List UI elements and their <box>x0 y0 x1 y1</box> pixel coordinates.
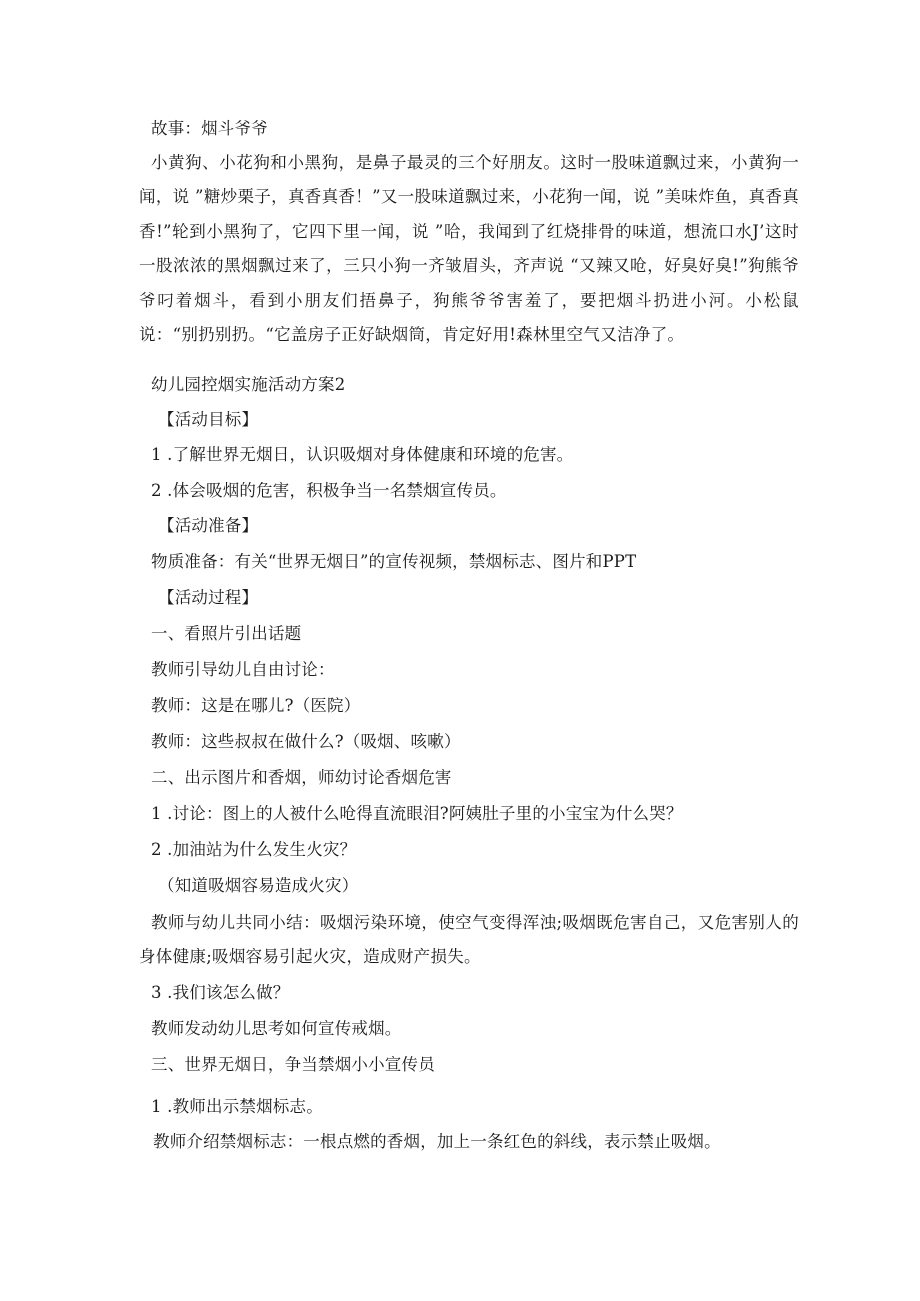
story-title: 故事：烟斗爷爷 <box>151 119 268 138</box>
goal-item-2: 2 .体会吸烟的危害，积极争当一名禁烟宣传员。 <box>151 481 507 500</box>
step2-note: （知道吸烟容易造成火灾） <box>158 876 359 895</box>
step2-line: 教师发动幼儿思考如何宣传戒烟。 <box>151 1019 402 1038</box>
step2-item-1: 1 .讨论：图上的人被什么呛得直流眼泪?阿姨肚子里的小宝宝为什么哭？ <box>151 804 683 823</box>
step3-title: 三、世界无烟日，争当禁烟小小宣传员 <box>151 1055 435 1074</box>
story-body: 小黄狗、小花狗和小黑狗，是鼻子最灵的三个好朋友。这时一股味道飘过来，小黄狗一闻，说 ”糖炒栗子，真香真香！”又一股味道飘过来，小花狗一闻，说 ”美味炸鱼，真香真香!”轮到小黑狗了，它四下里一闻，说 ”哈，我闻到了红烧排骨的味道，想流口水J’这时一股浓浓的黑烟飘过来了，三只小狗一齐皱眉头，齐声说 “又辣又呛，好臭好臭!”狗熊爷爷叼着烟斗，看到小朋友们捂鼻子，狗熊爷爷害羞了，要把烟斗扔进小河。小松鼠说：“别扔别扔。“它盖房子正好缺烟筒，肯定好用!森林里空气又洁净了。 <box>139 153 799 345</box>
step1-line-1: 教师引导幼儿自由讨论： <box>151 660 335 679</box>
goal-heading: 【活动目标】 <box>158 410 259 429</box>
plan-title: 幼儿园控烟实施活动方案2 <box>151 375 346 394</box>
process-heading: 【活动过程】 <box>158 588 259 607</box>
prep-text: 物质准备：有关“世界无烟日”的宣传视频，禁烟标志、图片和PPT <box>151 552 637 571</box>
step2-summary: 教师与幼儿共同小结：吸烟污染环境，使空气变得浑浊;吸烟既危害自己，又危害别人的身体健康;吸烟容易引起火灾，造成财产损失。 <box>139 913 799 966</box>
step3-line: 教师介绍禁烟标志：一根点燃的香烟，加上一条红色的斜线，表示禁止吸烟。 <box>153 1132 721 1151</box>
step1-line-2: 教师：这是在哪儿?（医院） <box>151 696 361 715</box>
goal-item-1: 1 .了解世界无烟日，认识吸烟对身体健康和环境的危害。 <box>151 445 574 464</box>
step2-title: 二、出示图片和香烟，师幼讨论香烟危害 <box>151 768 452 787</box>
step2-item-3: 3 .我们该怎么做？ <box>151 983 290 1002</box>
prep-heading: 【活动准备】 <box>158 516 259 535</box>
step3-item-1: 1 .教师出示禁烟标志。 <box>151 1097 323 1116</box>
step2-item-2: 2 .加油站为什么发生火灾？ <box>151 840 357 859</box>
step1-title: 一、看照片引出话题 <box>151 624 302 643</box>
step1-line-3: 教师：这些叔叔在做什么?（吸烟、咳嗽） <box>151 732 461 751</box>
